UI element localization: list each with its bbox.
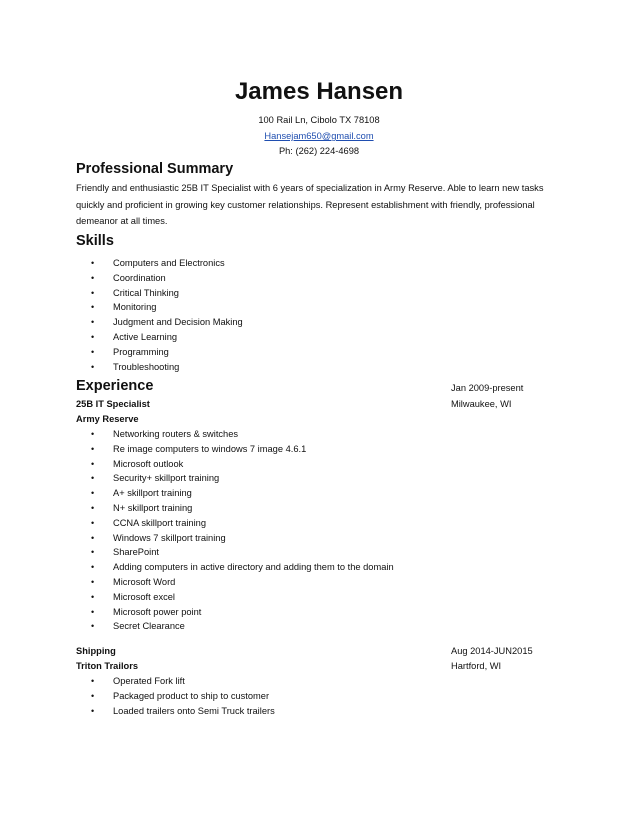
bullet-icon: • — [91, 576, 95, 587]
job-title-row — [76, 399, 566, 413]
duty-text: CCNA skillport training — [113, 517, 207, 528]
list-item — [76, 300, 243, 315]
skill-text: Programming — [113, 346, 169, 357]
job-duties-list — [76, 427, 394, 634]
summary-line: quickly and proficient in growing key customer relationships. Represent establishment with friendly, professional — [76, 199, 535, 210]
list-item — [76, 271, 243, 286]
list-item — [76, 427, 394, 442]
list-item — [76, 345, 243, 360]
list-item — [76, 575, 394, 590]
list-item — [76, 560, 394, 575]
bullet-icon: • — [91, 488, 95, 499]
bullet-icon: • — [91, 287, 95, 298]
job-company-row — [76, 414, 566, 428]
bullet-icon: • — [91, 429, 95, 439]
email-line — [0, 131, 638, 141]
job-title: 25B IT Specialist — [76, 399, 150, 409]
job-company-row — [76, 661, 566, 675]
duty-text: Secret Clearance — [113, 621, 185, 632]
bullet-icon: • — [91, 676, 95, 686]
bullet-icon: • — [91, 705, 95, 716]
email-link[interactable]: Hansejam650@gmail.com — [264, 131, 374, 141]
duty-text: Re image computers to windows 7 image 4.6.1 — [113, 443, 307, 454]
experience-heading: Experience — [76, 378, 154, 394]
duty-text: A+ skillport training — [113, 488, 192, 499]
job-title-row — [76, 646, 566, 660]
list-item — [76, 516, 394, 531]
skill-text: Critical Thinking — [113, 287, 179, 298]
bullet-icon: • — [91, 690, 95, 701]
duty-text: Microsoft outlook — [113, 458, 184, 469]
list-item — [76, 674, 275, 689]
list-item — [76, 330, 243, 345]
skills-heading: Skills — [76, 233, 114, 249]
resume-name: James Hansen — [234, 78, 404, 105]
list-item — [76, 457, 394, 472]
skill-text: Troubleshooting — [113, 361, 180, 372]
bullet-icon: • — [91, 562, 95, 573]
skill-text: Judgment and Decision Making — [113, 317, 243, 328]
bullet-icon: • — [91, 547, 95, 558]
address: 100 Rail Ln, Cibolo TX 78108 — [258, 115, 380, 125]
skill-text: Active Learning — [113, 331, 178, 342]
list-item — [76, 286, 243, 301]
bullet-icon: • — [91, 502, 95, 513]
job-location: Milwaukee, WI — [451, 399, 512, 409]
bullet-icon: • — [91, 473, 95, 484]
duty-text: Adding computers in active directory and adding them to the domain — [113, 562, 394, 573]
bullet-icon: • — [91, 361, 95, 372]
job-location: Hartford, WI — [451, 661, 502, 671]
bullet-icon: • — [91, 517, 95, 528]
list-item — [76, 689, 275, 704]
duty-text: Loaded trailers onto Semi Truck trailers — [113, 705, 275, 716]
bullet-icon: • — [91, 443, 95, 454]
job-dates: Aug 2014-JUN2015 — [451, 646, 533, 656]
list-item — [76, 704, 275, 719]
list-item — [76, 619, 394, 634]
job-duties-list — [76, 674, 275, 718]
skills-list — [76, 256, 243, 374]
duty-text: Microsoft excel — [113, 591, 175, 602]
duty-text: SharePoint — [113, 547, 159, 558]
list-item — [76, 531, 394, 546]
bullet-icon: • — [91, 331, 95, 342]
job-company: Triton Trailors — [76, 661, 138, 671]
summary-line: Friendly and enthusiastic 25B IT Specialist with 6 years of specialization in Army Reserve. Able to learn new tasks — [76, 183, 544, 193]
bullet-icon: • — [91, 591, 95, 602]
duty-text: Microsoft Word — [113, 576, 176, 587]
duty-text: Security+ skillport training — [113, 473, 220, 484]
duty-text: Microsoft power point — [113, 606, 202, 617]
list-item — [76, 471, 394, 486]
bullet-icon: • — [91, 621, 95, 632]
skill-text: Coordination — [113, 272, 166, 283]
list-item — [76, 315, 243, 330]
duty-text: Packaged product to ship to customer — [113, 690, 270, 701]
bullet-icon: • — [91, 258, 95, 268]
job-company: Army Reserve — [76, 414, 139, 424]
summary-heading: Professional Summary — [76, 161, 234, 177]
list-item — [76, 605, 394, 620]
summary-line: demeanor at all times. — [76, 216, 168, 226]
list-item — [76, 545, 394, 560]
duty-text: Operated Fork lift — [113, 676, 185, 686]
list-item — [76, 442, 394, 457]
summary-text — [76, 180, 566, 230]
list-item — [76, 590, 394, 605]
skill-text: Computers and Electronics — [113, 258, 225, 268]
duty-text: N+ skillport training — [113, 502, 193, 513]
skill-text: Monitoring — [113, 302, 157, 313]
job-dates: Jan 2009-present — [451, 383, 524, 393]
phone: Ph: (262) 224-4698 — [278, 146, 360, 156]
bullet-icon: • — [91, 302, 95, 313]
bullet-icon: • — [91, 272, 95, 283]
experience-header-row — [76, 378, 566, 392]
duty-text: Networking routers & switches — [113, 429, 239, 439]
list-item — [76, 360, 243, 375]
list-item — [76, 501, 394, 516]
bullet-icon: • — [91, 532, 95, 543]
bullet-icon: • — [91, 606, 95, 617]
list-item — [76, 486, 394, 501]
list-item — [76, 256, 243, 271]
bullet-icon: • — [91, 317, 95, 328]
bullet-icon: • — [91, 458, 95, 469]
job-title: Shipping — [76, 646, 116, 656]
duty-text: Windows 7 skillport training — [113, 532, 226, 543]
bullet-icon: • — [91, 346, 95, 357]
